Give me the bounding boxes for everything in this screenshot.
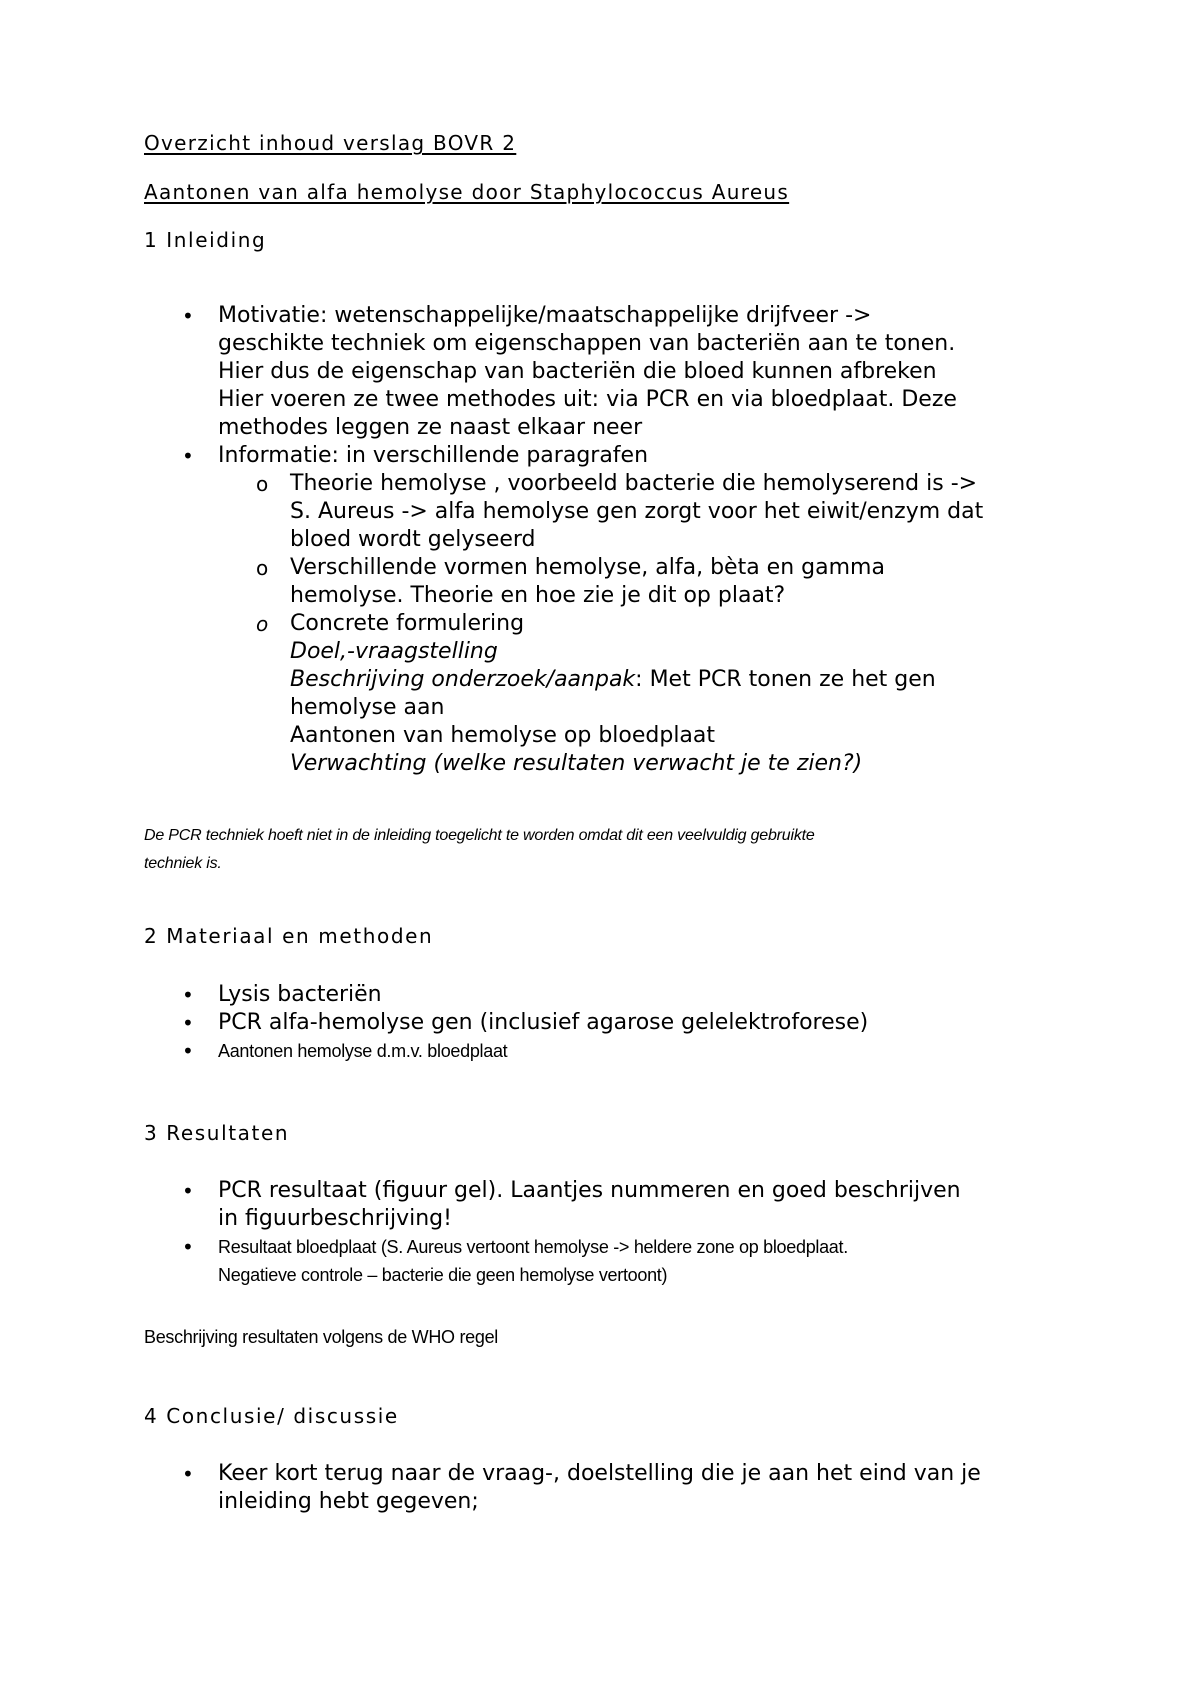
sublist-item-continuation: bloed wordt gelyseerd bbox=[290, 527, 536, 552]
beschrijving-label: Beschrijving onderzoek/aanpak bbox=[290, 667, 636, 692]
circle-bullet-icon: o bbox=[256, 556, 269, 580]
list-item-motivatie bbox=[144, 302, 1144, 330]
list-item-continuation: inleiding hebt gegeven; bbox=[218, 1489, 479, 1514]
list-item bbox=[144, 1009, 1144, 1037]
section-heading-materiaal: 2 Materiaal en methoden bbox=[144, 924, 434, 948]
document-title: Overzicht inhoud verslag BOVR 2 bbox=[144, 131, 517, 155]
sublist-item-continuation: hemolyse aan bbox=[290, 695, 445, 720]
list-item bbox=[144, 981, 1144, 1009]
pcr-note bbox=[144, 822, 1044, 878]
list-item-continuation: in figuurbeschrijving! bbox=[218, 1206, 452, 1231]
list-item-continuation: Hier dus de eigenschap van bacteriën die bloed kunnen afbreken bbox=[218, 359, 937, 384]
section-heading-conclusie: 4 Conclusie/ discussie bbox=[144, 1404, 399, 1428]
circle-bullet-icon: o bbox=[256, 612, 269, 636]
sublist-item-text: Verschillende vormen hemolyse, alfa, bèta en gamma bbox=[290, 555, 885, 580]
sublist-item-text: Theorie hemolyse , voorbeeld bacterie die hemolyserend is -> bbox=[290, 471, 978, 496]
list-item-text: Resultaat bloedplaat (S. Aureus vertoont hemolyse -> heldere zone op bloedplaat. bbox=[218, 1237, 848, 1257]
resultaten-list bbox=[144, 1177, 1144, 1289]
list-item bbox=[144, 1037, 1144, 1065]
sublist-item-theorie bbox=[144, 470, 1144, 498]
bullet-icon: • bbox=[182, 1179, 194, 1203]
who-line: Beschrijving resultaten volgens de WHO regel bbox=[144, 1327, 498, 1347]
bullet-icon: • bbox=[182, 1235, 194, 1259]
circle-bullet-icon: o bbox=[256, 472, 269, 496]
note-line: De PCR techniek hoeft niet in de inleiding toegelicht te worden omdat dit een veelvuldig gebruikte bbox=[144, 827, 815, 844]
bullet-icon: • bbox=[182, 304, 194, 328]
list-item-continuation: geschikte techniek om eigenschappen van bacteriën aan te tonen. bbox=[218, 331, 956, 356]
bullet-icon: • bbox=[182, 1462, 194, 1486]
list-item-text: Informatie: in verschillende paragrafen bbox=[218, 443, 649, 468]
list-item-text: PCR alfa-hemolyse gen (inclusief agarose gelelektroforese) bbox=[218, 1010, 869, 1035]
bullet-icon: • bbox=[182, 1011, 194, 1035]
list-item-text: Keer kort terug naar de vraag-, doelstelling die je aan het eind van je bbox=[218, 1461, 981, 1486]
list-item-text: Motivatie: wetenschappelijke/maatschappelijke drijfveer -> bbox=[218, 303, 872, 328]
note-line: techniek is. bbox=[144, 855, 222, 872]
beschrijving-line bbox=[144, 666, 1144, 694]
beschrijving-text: : Met PCR tonen ze het gen bbox=[635, 667, 936, 692]
sublist-item-continuation: Aantonen van hemolyse op bloedplaat bbox=[290, 723, 716, 748]
list-item bbox=[144, 1177, 1144, 1205]
document-subtitle: Aantonen van alfa hemolyse door Staphylococcus Aureus bbox=[144, 180, 790, 204]
section-heading-inleiding: 1 Inleiding bbox=[144, 228, 267, 252]
sublist-item-continuation: hemolyse. Theorie en hoe zie je dit op plaat? bbox=[290, 583, 786, 608]
sublist-item-text: Concrete formulering bbox=[290, 611, 525, 636]
list-item-continuation: Hier voeren ze twee methodes uit: via PCR en via bloedplaat. Deze bbox=[218, 387, 957, 412]
list-item-text: Aantonen hemolyse d.m.v. bloedplaat bbox=[218, 1041, 508, 1061]
list-item-text: PCR resultaat (figuur gel). Laantjes nummeren en goed beschrijven bbox=[218, 1178, 961, 1203]
bullet-icon: • bbox=[182, 1039, 194, 1063]
bullet-icon: • bbox=[182, 983, 194, 1007]
bullet-icon: • bbox=[182, 444, 194, 468]
section-heading-resultaten: 3 Resultaten bbox=[144, 1121, 290, 1145]
conclusie-list bbox=[144, 1460, 1144, 1516]
list-item-informatie bbox=[144, 442, 1144, 470]
list-item-text: Lysis bacteriën bbox=[218, 982, 382, 1007]
sublist-item-continuation: S. Aureus -> alfa hemolyse gen zorgt voor het eiwit/enzym dat bbox=[290, 499, 984, 524]
list-item-continuation: Negatieve controle – bacterie die geen hemolyse vertoont) bbox=[218, 1265, 668, 1285]
list-item bbox=[144, 1233, 1144, 1261]
list-item-continuation: methodes leggen ze naast elkaar neer bbox=[218, 415, 643, 440]
inleiding-list bbox=[144, 302, 1144, 778]
doel-line: Doel,-vraagstelling bbox=[290, 639, 498, 664]
verwachting-line: Verwachting (welke resultaten verwacht je te zien?) bbox=[290, 751, 863, 776]
sublist-item-vormen bbox=[144, 554, 1144, 582]
materiaal-list bbox=[144, 981, 1144, 1065]
sublist-item-formulering bbox=[144, 610, 1144, 638]
list-item bbox=[144, 1460, 1144, 1488]
